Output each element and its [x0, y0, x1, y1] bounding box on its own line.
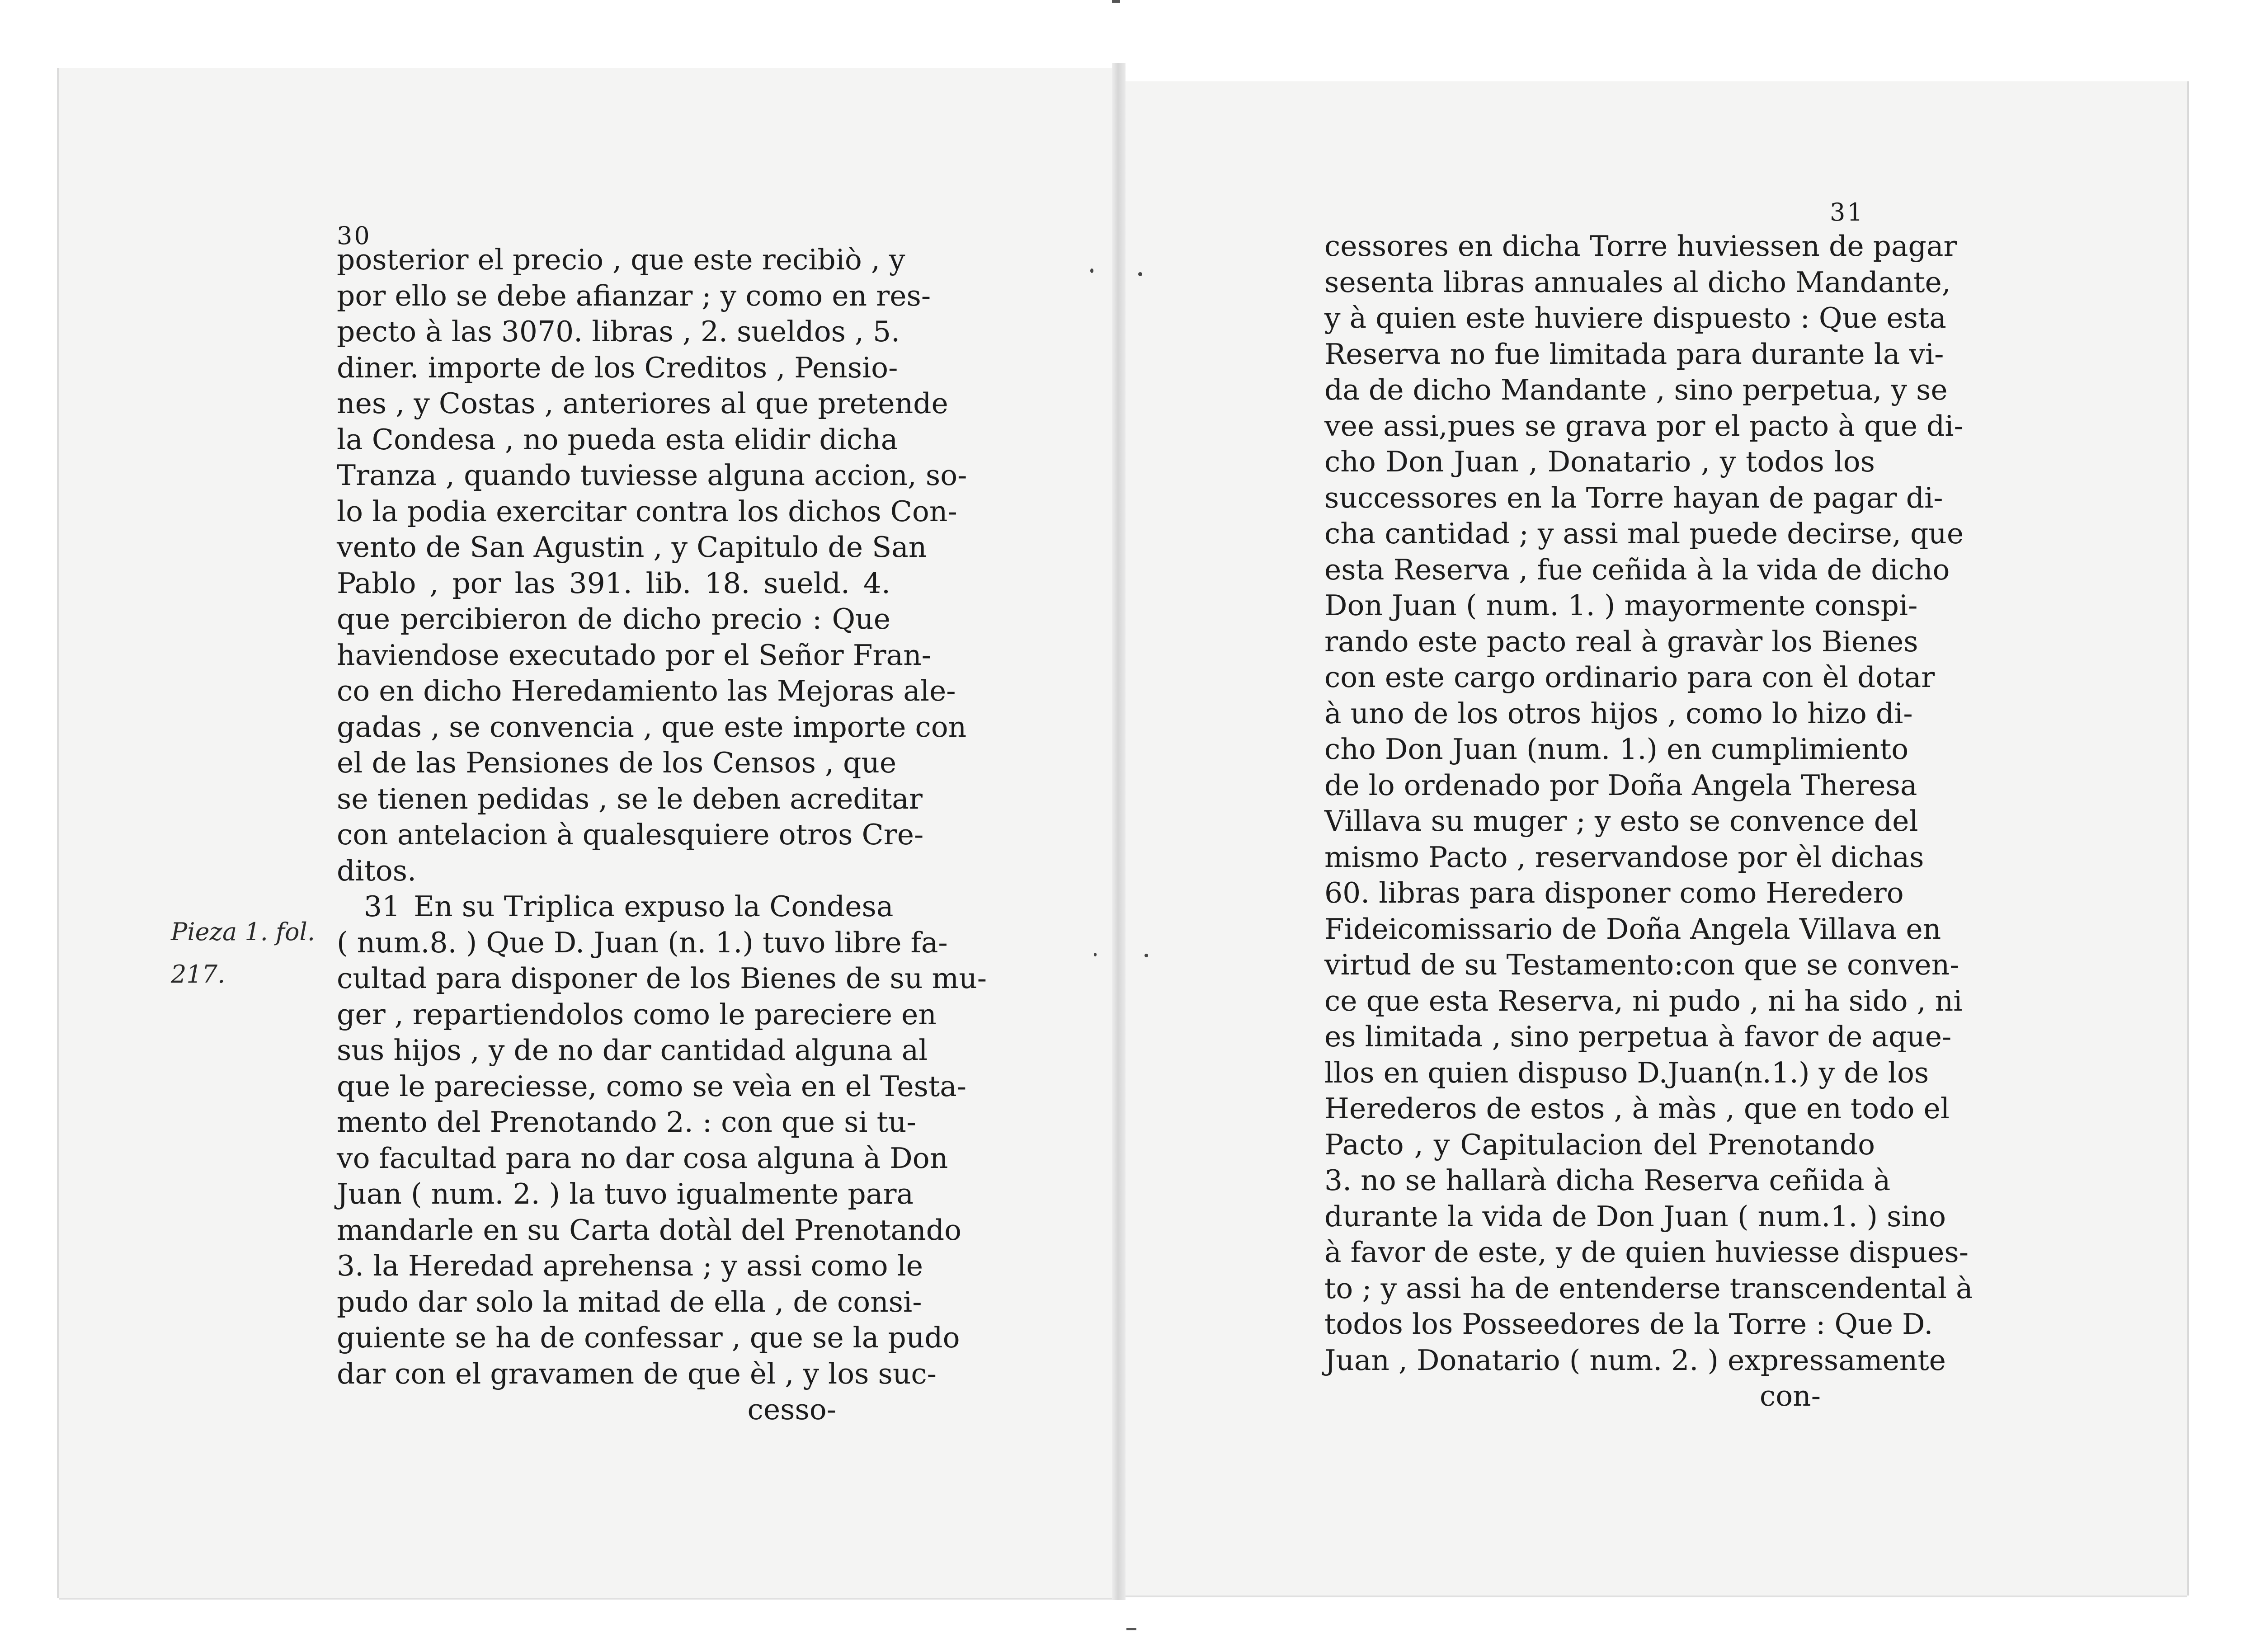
text-line: 60. libras para disponer como Heredero	[1324, 876, 1904, 909]
text-line: vee assi,pues se grava por el pacto à que di-	[1324, 409, 1964, 442]
text-line: gadas , se convencia , que este importe con	[337, 710, 967, 744]
margin-note-line: 217.	[171, 960, 226, 988]
text-line: haviendose executado por el Señor Fran-	[337, 638, 931, 672]
text-line: vento de San Agustin , y Capitulo de San	[337, 531, 927, 564]
text-line: se tienen pedidas , se le deben acreditar	[337, 782, 923, 815]
text-line: Villava su muger ; y esto se convence del	[1324, 805, 1918, 838]
gutter-mark-top-right	[1138, 272, 1142, 276]
text-line: ( num.8. ) Que D. Juan (n. 1.) tuvo libre fa-	[337, 926, 948, 959]
text-line: virtud de su Testamento:con que se conven-	[1324, 948, 1959, 981]
text-line: da de dicho Mandante , sino perpetua, y se	[1324, 373, 1948, 406]
text-line: Pablo , por las 391. lib. 18. sueld. 4.	[337, 566, 890, 600]
text-line: todos los Posseedores de la Torre : Que D.	[1324, 1308, 1933, 1341]
text-line: pudo dar solo la mitad de ella , de consi-	[337, 1285, 922, 1318]
text-line: cho Don Juan , Donatario , y todos los	[1324, 445, 1875, 478]
text-line: cessores en dicha Torre huviessen de pagar	[1324, 230, 1957, 263]
gutter-mark-top	[1090, 268, 1093, 273]
text-line: ditos.	[337, 854, 417, 887]
text-line: à favor de este, y de quien huviesse dispues-	[1324, 1236, 1969, 1269]
right-page-number: 31	[1830, 198, 1865, 226]
bottom-edge-tick	[1126, 1628, 1136, 1630]
text-line: de lo ordenado por Doña Angela Theresa	[1324, 768, 1917, 802]
text-line: guiente se ha de confessar , que se la pudo	[337, 1321, 960, 1354]
text-line: y à quien este huviere dispuesto : Que esta	[1324, 301, 1946, 334]
text-line: pecto à las 3070. libras , 2. sueldos , 5.	[337, 315, 900, 348]
text-line: ger , repartiendolos como le pareciere en	[337, 998, 937, 1031]
book-gutter	[1112, 63, 1126, 1600]
text-line: Don Juan ( num. 1. ) mayormente conspi-	[1324, 589, 1918, 622]
text-line: Tranza , quando tuviesse alguna accion, so-	[337, 459, 967, 492]
text-line: Juan , Donatario ( num. 2. ) expressamente	[1324, 1343, 1946, 1377]
text-line: mismo Pacto , reservandose por èl dichas	[1324, 840, 1924, 874]
text-line: ce que esta Reserva, ni pudo , ni ha sido , ni	[1324, 984, 1963, 1017]
text-line: à uno de los otros hijos , como lo hizo di-	[1324, 697, 1913, 730]
text-line: el de las Pensiones de los Censos , que	[337, 746, 897, 779]
paragraph-number: 31	[364, 890, 400, 923]
text-line: cho Don Juan (num. 1.) en cumplimiento	[1324, 733, 1909, 766]
margin-note-line: Pieza 1. fol.	[171, 918, 315, 946]
text-line: Reserva no fue limitada para durante la vi-	[1324, 337, 1944, 371]
text-line: Juan ( num. 2. ) la tuvo igualmente para	[337, 1177, 914, 1210]
text-line: lo la podia exercitar contra los dichos Con-	[337, 494, 957, 528]
text-line: successores en la Torre hayan de pagar di-	[1324, 481, 1943, 514]
text-line: sesenta libras annuales al dicho Mandante,	[1324, 265, 1951, 299]
text-line: la Condesa , no pueda esta elidir dicha	[337, 423, 898, 456]
left-page-number: 30	[337, 221, 372, 250]
margin-note	[171, 911, 315, 996]
text-line: Herederos de estos , à màs , que en todo el	[1324, 1092, 1950, 1125]
left-page-text	[337, 242, 987, 1428]
text-line: por ello se debe afianzar ; y como en res-	[337, 279, 931, 312]
text-line: sus hijos , y de no dar cantidad alguna al	[337, 1034, 928, 1067]
text-line: co en dicho Heredamiento las Mejoras ale-	[337, 674, 956, 707]
text-line: durante la vida de Don Juan ( num.1. ) sino	[1324, 1200, 1946, 1233]
right-page-text	[1324, 228, 1973, 1414]
text-line: diner. importe de los Creditos , Pensio-	[337, 351, 898, 384]
text-line: 3. la Heredad aprehensa ; y assi como le	[337, 1249, 923, 1282]
gutter-mark-middle	[1094, 953, 1097, 956]
text-line: rando este pacto real à gravàr los Bienes	[1324, 625, 1918, 658]
text-line: posterior el precio , que este recibiò , y	[337, 243, 905, 276]
text-line: nes , y Costas , anteriores al que pretende	[337, 387, 948, 420]
text-line: dar con el gravamen de que èl , y los suc-	[337, 1357, 937, 1390]
paragraph-first-line	[337, 889, 894, 925]
text-line: que percibieron de dicho precio : Que	[337, 602, 890, 635]
text-line: mento del Prenotando 2. : con que si tu-	[337, 1106, 916, 1139]
text-line: llos en quien dispuso D.Juan(n.1.) y de los	[1324, 1056, 1929, 1089]
text-line: con este cargo ordinario para con èl dotar	[1324, 661, 1935, 694]
text-line: to ; y assi ha de entenderse transcendental à	[1324, 1271, 1973, 1305]
gutter-mark-middle-right	[1145, 954, 1148, 957]
text-line: En su Triplica expuso la Condesa	[414, 890, 894, 923]
text-line: que le pareciesse, como se veìa en el Testa-	[337, 1069, 967, 1103]
text-line: Fideicomissario de Doña Angela Villava en	[1324, 912, 1941, 946]
text-line: cha cantidad ; y assi mal puede decirse, que	[1324, 517, 1964, 550]
catchword: cesso-	[747, 1393, 836, 1426]
text-line: esta Reserva , fue ceñida à la vida de dicho	[1324, 553, 1950, 586]
top-edge-tick	[1112, 0, 1120, 3]
text-line: con antelacion à qualesquiere otros Cre-	[337, 818, 924, 851]
text-line: vo facultad para no dar cosa alguna à Don	[337, 1141, 948, 1175]
text-line: Pacto , y Capitulacion del Prenotando	[1324, 1128, 1875, 1161]
catchword: con-	[1759, 1379, 1821, 1412]
text-line: mandarle en su Carta dotàl del Prenotando	[337, 1213, 962, 1247]
text-line: cultad para disponer de los Bienes de su mu-	[337, 962, 987, 995]
text-line: es limitada , sino perpetua à favor de aque-	[1324, 1020, 1952, 1053]
text-line: 3. no se hallarà dicha Reserva ceñida à	[1324, 1164, 1891, 1197]
